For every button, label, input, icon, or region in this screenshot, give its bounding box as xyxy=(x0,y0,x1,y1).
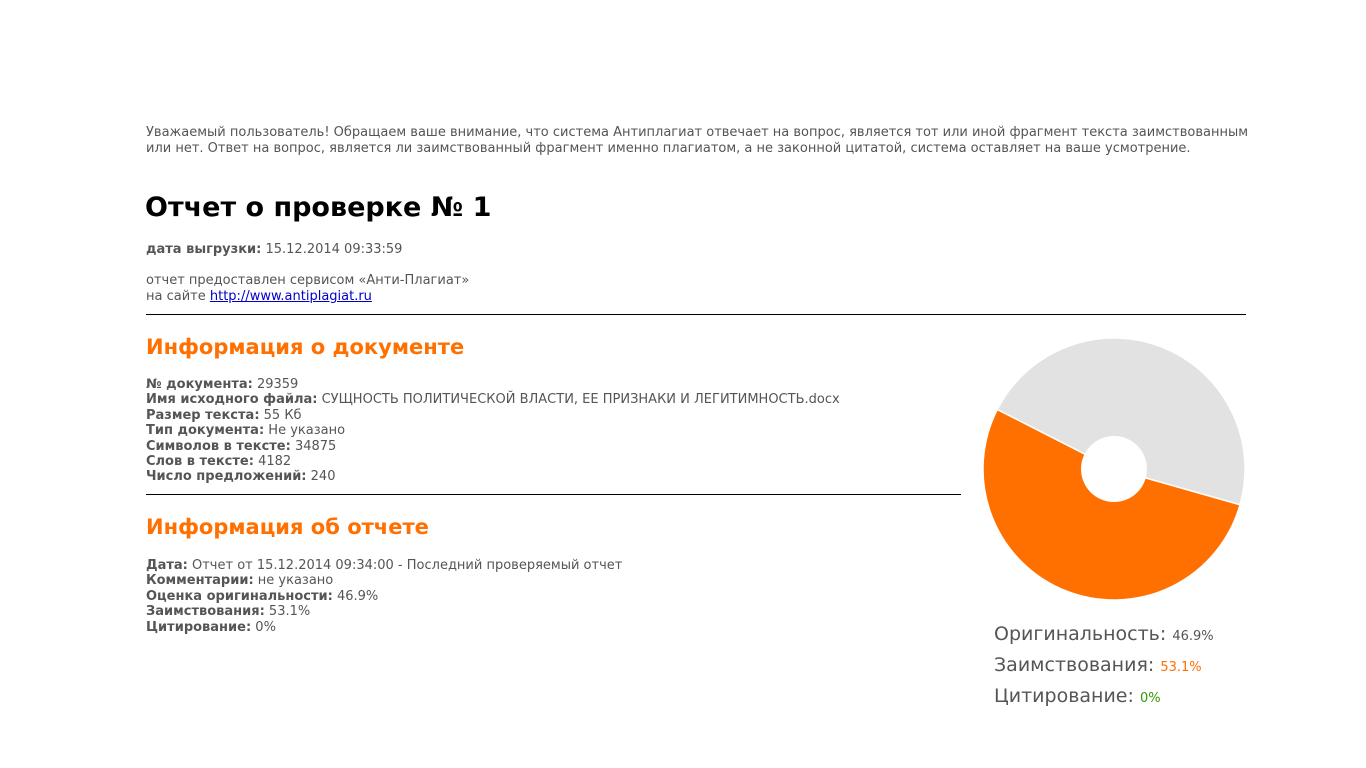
doc-type-value: Не указано xyxy=(268,423,346,439)
doc-info-row xyxy=(146,408,840,423)
borrowings-value: 53.1% xyxy=(268,604,311,620)
report-date-value: Отчет от 15.12.2014 09:34:00 - Последний проверяемый отчет xyxy=(192,558,623,573)
legend-citations xyxy=(994,682,1214,713)
legend-borrowings-label: Заимствования: xyxy=(994,654,1155,676)
doc-info-heading: Информация о документе xyxy=(146,335,465,359)
provider-line: отчет предоставлен сервисом «Анти-Плагиат» xyxy=(146,273,470,288)
legend-citations-value: 0% xyxy=(1139,691,1161,706)
provider-site-prefix: на сайте xyxy=(146,289,206,304)
report-title: Отчет о проверке № 1 xyxy=(145,192,492,223)
doc-info-row xyxy=(146,439,840,454)
report-info-row xyxy=(146,604,622,619)
report-date-label: Дата: xyxy=(146,558,188,573)
chart-legend xyxy=(994,620,1214,713)
upload-date-label: дата выгрузки: xyxy=(146,242,262,257)
sentence-count-value: 240 xyxy=(310,469,336,485)
legend-originality-value: 46.9% xyxy=(1172,629,1214,644)
word-count-value: 4182 xyxy=(258,454,292,470)
char-count-label: Символов в тексте: xyxy=(146,438,291,454)
report-info-row xyxy=(146,589,622,604)
notice-text: Уважаемый пользователь! Обращаем ваше внимание, что система Антиплагиат отвечает на вопрос, является тот или иной фрагмент текста заимствованным или нет. Ответ на вопрос, является ли заимствованный фрагмент именно плагиатом, а не законной цитатой, система оставляет на ваше усмотрение. xyxy=(146,125,1249,156)
originality-pie-chart xyxy=(980,335,1248,603)
doc-number-label: № документа: xyxy=(146,377,253,392)
file-name-value: СУЩНОСТЬ ПОЛИТИЧЕСКОЙ ВЛАСТИ, ЕЕ ПРИЗНАКИ И ЛЕГИТИМНОСТЬ.docx xyxy=(321,392,840,408)
doc-info-row xyxy=(146,392,840,407)
legend-originality-label: Оригинальность: xyxy=(994,623,1167,645)
doc-number-value: 29359 xyxy=(256,377,299,392)
divider-middle xyxy=(146,494,961,495)
doc-info-row xyxy=(146,454,840,469)
divider-top xyxy=(146,314,1246,315)
word-count-label: Слов в тексте: xyxy=(146,454,254,470)
report-info-row xyxy=(146,573,622,588)
char-count-value: 34875 xyxy=(294,438,337,454)
doc-info-row xyxy=(146,377,840,392)
report-info-list xyxy=(146,558,622,635)
doc-type-label: Тип документа: xyxy=(146,423,265,439)
citations-label: Цитирование: xyxy=(146,619,252,635)
legend-borrowings-value: 53.1% xyxy=(1160,660,1202,675)
originality-value: 46.9% xyxy=(336,588,379,604)
doc-info-row xyxy=(146,423,840,438)
legend-borrowings xyxy=(994,651,1214,682)
upload-date-value: 15.12.2014 09:33:59 xyxy=(265,242,403,257)
originality-label: Оценка оригинальности: xyxy=(146,588,333,604)
borrowings-label: Заимствования: xyxy=(146,604,265,620)
legend-originality xyxy=(994,620,1214,651)
report-info-row xyxy=(146,558,622,573)
pie-chart-svg xyxy=(980,335,1248,603)
comments-label: Комментарии: xyxy=(146,573,254,589)
citations-value: 0% xyxy=(255,619,276,635)
report-info-heading: Информация об отчете xyxy=(146,515,429,539)
sentence-count-label: Число предложений: xyxy=(146,469,307,485)
pie-center-hole xyxy=(1081,436,1147,502)
text-size-value: 55 Кб xyxy=(263,407,302,423)
comments-value: не указано xyxy=(257,573,334,589)
antiplagiat-link[interactable]: http://www.antiplagiat.ru xyxy=(209,289,372,304)
doc-info-list xyxy=(146,377,840,485)
upload-date xyxy=(146,242,402,258)
doc-info-row xyxy=(146,469,840,484)
text-size-label: Размер текста: xyxy=(146,407,260,423)
report-info-row xyxy=(146,620,622,635)
file-name-label: Имя исходного файла: xyxy=(146,392,318,408)
legend-citations-label: Цитирование: xyxy=(994,685,1134,707)
provider-site xyxy=(146,289,372,305)
